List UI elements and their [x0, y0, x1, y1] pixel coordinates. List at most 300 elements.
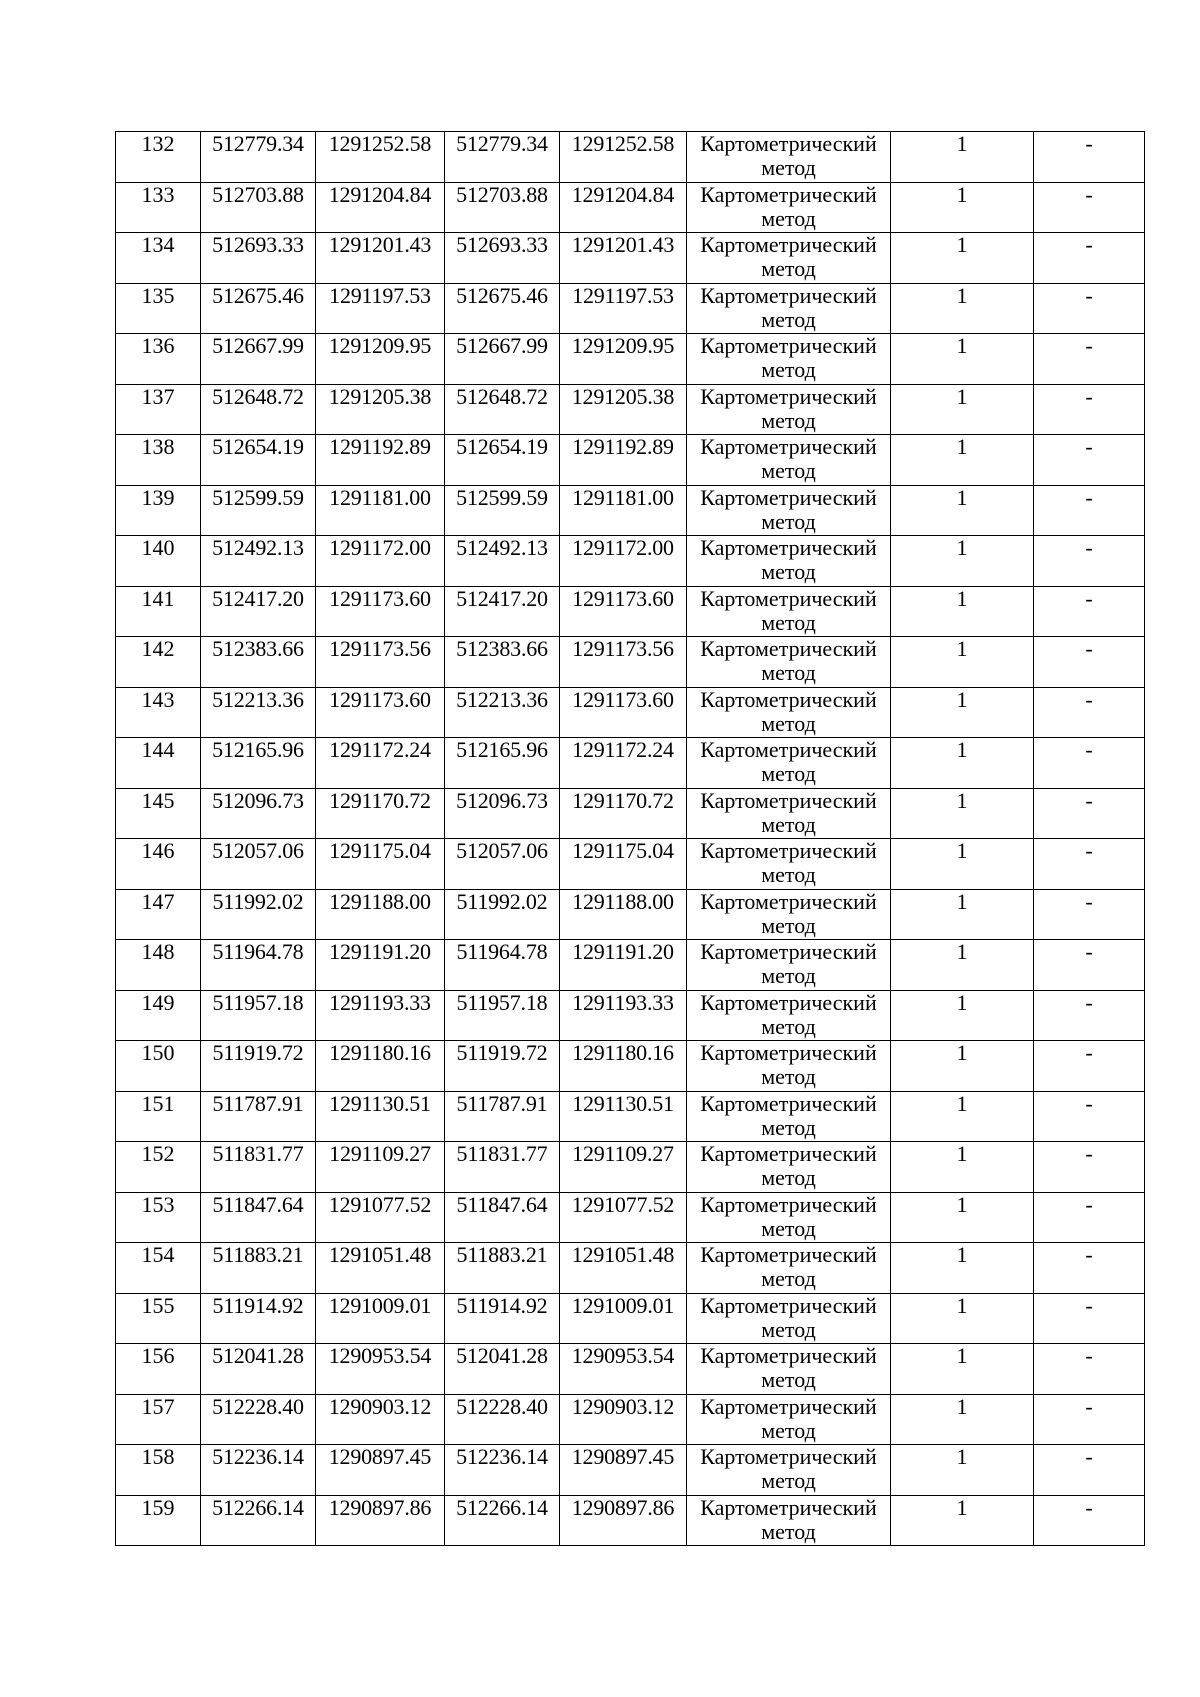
description-cell: -: [1034, 990, 1145, 1041]
x-coordinate-cell: 512492.13: [201, 536, 316, 587]
y-coordinate-cell: 1291173.60: [316, 586, 445, 637]
y-coordinate-cell: 1291172.24: [316, 738, 445, 789]
x-coordinate-2-cell: 512703.88: [445, 182, 560, 233]
accuracy-cell: 1: [891, 990, 1034, 1041]
accuracy-cell: 1: [891, 839, 1034, 890]
method-cell: [687, 1041, 891, 1092]
y-coordinate-2-cell: 1291252.58: [560, 132, 687, 183]
description-cell: -: [1034, 940, 1145, 991]
y-coordinate-2-cell: 1291191.20: [560, 940, 687, 991]
point-number-cell: 152: [116, 1142, 201, 1193]
point-number-cell: 135: [116, 283, 201, 334]
method-cell: [687, 1192, 891, 1243]
accuracy-cell: 1: [891, 1344, 1034, 1395]
point-number-cell: 148: [116, 940, 201, 991]
x-coordinate-cell: 511914.92: [201, 1293, 316, 1344]
y-coordinate-2-cell: 1291181.00: [560, 485, 687, 536]
method-cell: [687, 586, 891, 637]
y-coordinate-2-cell: 1291172.00: [560, 536, 687, 587]
method-line-1: Картометрический: [700, 1040, 877, 1065]
method-cell: [687, 536, 891, 587]
method-line-1: Картометрический: [700, 283, 877, 308]
method-line-2: метод: [761, 357, 816, 382]
method-line-2: метод: [761, 1165, 816, 1190]
method-line-2: метод: [761, 1064, 816, 1089]
accuracy-cell: 1: [891, 485, 1034, 536]
point-number-cell: 149: [116, 990, 201, 1041]
method-line-1: Картометрический: [700, 990, 877, 1015]
y-coordinate-cell: 1291252.58: [316, 132, 445, 183]
x-coordinate-2-cell: 512041.28: [445, 1344, 560, 1395]
table-row: [116, 435, 1145, 486]
table-row: [116, 940, 1145, 991]
accuracy-cell: 1: [891, 738, 1034, 789]
point-number-cell: 136: [116, 334, 201, 385]
x-coordinate-2-cell: 512057.06: [445, 839, 560, 890]
x-coordinate-cell: 511847.64: [201, 1192, 316, 1243]
x-coordinate-2-cell: 512648.72: [445, 384, 560, 435]
method-cell: [687, 1293, 891, 1344]
y-coordinate-cell: 1291197.53: [316, 283, 445, 334]
point-number-cell: 141: [116, 586, 201, 637]
x-coordinate-cell: 512096.73: [201, 788, 316, 839]
point-number-cell: 153: [116, 1192, 201, 1243]
y-coordinate-2-cell: 1291173.60: [560, 586, 687, 637]
y-coordinate-cell: 1291009.01: [316, 1293, 445, 1344]
method-cell: [687, 233, 891, 284]
method-line-2: метод: [761, 306, 816, 332]
x-coordinate-cell: 512041.28: [201, 1344, 316, 1395]
y-coordinate-cell: 1291173.56: [316, 637, 445, 688]
method-cell: [687, 334, 891, 385]
x-coordinate-cell: 512703.88: [201, 182, 316, 233]
x-coordinate-cell: 512654.19: [201, 435, 316, 486]
y-coordinate-cell: 1291180.16: [316, 1041, 445, 1092]
x-coordinate-2-cell: 512693.33: [445, 233, 560, 284]
x-coordinate-cell: 512383.66: [201, 637, 316, 688]
description-cell: -: [1034, 738, 1145, 789]
description-cell: -: [1034, 637, 1145, 688]
method-line-1: Картометрический: [700, 636, 877, 661]
x-coordinate-2-cell: 512165.96: [445, 738, 560, 789]
x-coordinate-2-cell: 511992.02: [445, 889, 560, 940]
x-coordinate-cell: 511992.02: [201, 889, 316, 940]
y-coordinate-2-cell: 1291209.95: [560, 334, 687, 385]
point-number-cell: 145: [116, 788, 201, 839]
method-line-2: метод: [761, 1417, 816, 1443]
method-cell: [687, 132, 891, 183]
table-row: [116, 283, 1145, 334]
y-coordinate-2-cell: 1291077.52: [560, 1192, 687, 1243]
description-cell: -: [1034, 485, 1145, 536]
point-number-cell: 157: [116, 1394, 201, 1445]
point-number-cell: 139: [116, 485, 201, 536]
y-coordinate-2-cell: 1291201.43: [560, 233, 687, 284]
method-line-1: Картометрический: [700, 687, 877, 712]
x-coordinate-cell: 511787.91: [201, 1091, 316, 1142]
accuracy-cell: 1: [891, 586, 1034, 637]
description-cell: -: [1034, 132, 1145, 183]
y-coordinate-2-cell: 1290897.86: [560, 1495, 687, 1546]
table-row: [116, 536, 1145, 587]
accuracy-cell: 1: [891, 940, 1034, 991]
y-coordinate-cell: 1291130.51: [316, 1091, 445, 1142]
x-coordinate-2-cell: 512383.66: [445, 637, 560, 688]
x-coordinate-2-cell: 511914.92: [445, 1293, 560, 1344]
method-line-1: Картометрический: [700, 788, 877, 813]
description-cell: -: [1034, 586, 1145, 637]
y-coordinate-cell: 1290897.45: [316, 1445, 445, 1496]
table-row: [116, 233, 1145, 284]
y-coordinate-cell: 1291077.52: [316, 1192, 445, 1243]
y-coordinate-2-cell: 1290897.45: [560, 1445, 687, 1496]
method-line-2: метод: [761, 508, 816, 534]
accuracy-cell: 1: [891, 132, 1034, 183]
method-line-2: метод: [761, 811, 816, 837]
description-cell: -: [1034, 1142, 1145, 1193]
y-coordinate-cell: 1290953.54: [316, 1344, 445, 1395]
y-coordinate-cell: 1291188.00: [316, 889, 445, 940]
method-cell: [687, 889, 891, 940]
x-coordinate-2-cell: 511831.77: [445, 1142, 560, 1193]
table-row: [116, 889, 1145, 940]
x-coordinate-2-cell: 511957.18: [445, 990, 560, 1041]
method-cell: [687, 1495, 891, 1546]
y-coordinate-2-cell: 1291180.16: [560, 1041, 687, 1092]
method-line-2: метод: [761, 205, 816, 231]
method-line-2: метод: [761, 1316, 816, 1342]
x-coordinate-cell: 512228.40: [201, 1394, 316, 1445]
description-cell: -: [1034, 283, 1145, 334]
y-coordinate-2-cell: 1291205.38: [560, 384, 687, 435]
point-number-cell: 159: [116, 1495, 201, 1546]
description-cell: -: [1034, 839, 1145, 890]
accuracy-cell: 1: [891, 283, 1034, 334]
method-line-2: метод: [761, 1013, 816, 1039]
y-coordinate-2-cell: 1291193.33: [560, 990, 687, 1041]
table-row: [116, 182, 1145, 233]
x-coordinate-2-cell: 511847.64: [445, 1192, 560, 1243]
method-line-1: Картометрический: [700, 182, 877, 207]
y-coordinate-cell: 1291192.89: [316, 435, 445, 486]
method-line-1: Картометрический: [700, 232, 877, 257]
description-cell: -: [1034, 1445, 1145, 1496]
x-coordinate-cell: 511919.72: [201, 1041, 316, 1092]
point-number-cell: 140: [116, 536, 201, 587]
table-row: [116, 839, 1145, 890]
description-cell: -: [1034, 233, 1145, 284]
table-row: [116, 1142, 1145, 1193]
method-line-2: метод: [761, 1367, 816, 1392]
method-line-2: метод: [761, 1468, 816, 1493]
x-coordinate-2-cell: 512417.20: [445, 586, 560, 637]
y-coordinate-2-cell: 1291170.72: [560, 788, 687, 839]
y-coordinate-cell: 1290903.12: [316, 1394, 445, 1445]
method-cell: [687, 1091, 891, 1142]
x-coordinate-cell: 512779.34: [201, 132, 316, 183]
method-line-2: метод: [761, 710, 816, 736]
accuracy-cell: 1: [891, 687, 1034, 738]
y-coordinate-2-cell: 1291172.24: [560, 738, 687, 789]
method-line-1: Картометрический: [700, 889, 877, 914]
table-row: [116, 485, 1145, 536]
y-coordinate-cell: 1291170.72: [316, 788, 445, 839]
point-number-cell: 143: [116, 687, 201, 738]
y-coordinate-cell: 1291172.00: [316, 536, 445, 587]
description-cell: -: [1034, 1293, 1145, 1344]
accuracy-cell: 1: [891, 637, 1034, 688]
x-coordinate-cell: 512057.06: [201, 839, 316, 890]
x-coordinate-cell: 512693.33: [201, 233, 316, 284]
method-line-2: метод: [761, 912, 816, 938]
x-coordinate-2-cell: 511964.78: [445, 940, 560, 991]
point-number-cell: 155: [116, 1293, 201, 1344]
point-number-cell: 150: [116, 1041, 201, 1092]
y-coordinate-cell: 1291173.60: [316, 687, 445, 738]
method-line-2: метод: [761, 559, 816, 584]
accuracy-cell: 1: [891, 1192, 1034, 1243]
x-coordinate-2-cell: 511919.72: [445, 1041, 560, 1092]
x-coordinate-2-cell: 511883.21: [445, 1243, 560, 1294]
method-line-1: Картометрический: [700, 1192, 877, 1217]
description-cell: -: [1034, 687, 1145, 738]
method-cell: [687, 940, 891, 991]
x-coordinate-cell: 512648.72: [201, 384, 316, 435]
x-coordinate-cell: 512675.46: [201, 283, 316, 334]
method-cell: [687, 637, 891, 688]
method-cell: [687, 1142, 891, 1193]
method-line-1: Картометрический: [700, 535, 877, 560]
point-number-cell: 147: [116, 889, 201, 940]
x-coordinate-2-cell: 512667.99: [445, 334, 560, 385]
method-line-1: Картометрический: [700, 485, 877, 510]
y-coordinate-cell: 1291209.95: [316, 334, 445, 385]
x-coordinate-2-cell: 512228.40: [445, 1394, 560, 1445]
table-row: [116, 1091, 1145, 1142]
method-line-1: Картометрический: [700, 1141, 877, 1166]
description-cell: -: [1034, 1495, 1145, 1546]
x-coordinate-cell: 511957.18: [201, 990, 316, 1041]
point-number-cell: 134: [116, 233, 201, 284]
point-number-cell: 132: [116, 132, 201, 183]
table-row: [116, 637, 1145, 688]
description-cell: -: [1034, 889, 1145, 940]
point-number-cell: 151: [116, 1091, 201, 1142]
method-line-1: Картометрический: [700, 1394, 877, 1419]
x-coordinate-cell: 512165.96: [201, 738, 316, 789]
point-number-cell: 154: [116, 1243, 201, 1294]
method-line-2: метод: [761, 761, 816, 786]
method-cell: [687, 384, 891, 435]
x-coordinate-2-cell: 511787.91: [445, 1091, 560, 1142]
method-line-2: метод: [761, 1215, 816, 1241]
x-coordinate-2-cell: 512236.14: [445, 1445, 560, 1496]
accuracy-cell: 1: [891, 384, 1034, 435]
y-coordinate-cell: 1291109.27: [316, 1142, 445, 1193]
table-row: [116, 586, 1145, 637]
method-line-2: метод: [761, 660, 816, 685]
method-line-2: метод: [761, 1114, 816, 1140]
description-cell: -: [1034, 384, 1145, 435]
x-coordinate-cell: 511831.77: [201, 1142, 316, 1193]
description-cell: -: [1034, 435, 1145, 486]
point-number-cell: 137: [116, 384, 201, 435]
x-coordinate-2-cell: 512096.73: [445, 788, 560, 839]
point-number-cell: 133: [116, 182, 201, 233]
method-line-1: Картометрический: [700, 333, 877, 358]
method-line-1: Картометрический: [700, 586, 877, 611]
table-row: [116, 738, 1145, 789]
description-cell: -: [1034, 1192, 1145, 1243]
x-coordinate-2-cell: 512654.19: [445, 435, 560, 486]
method-line-1: Картометрический: [700, 1242, 877, 1267]
method-cell: [687, 283, 891, 334]
y-coordinate-2-cell: 1291130.51: [560, 1091, 687, 1142]
table-row: [116, 990, 1145, 1041]
method-cell: [687, 1445, 891, 1496]
table-row: [116, 1243, 1145, 1294]
point-number-cell: 156: [116, 1344, 201, 1395]
x-coordinate-cell: 511883.21: [201, 1243, 316, 1294]
table-row: [116, 132, 1145, 183]
y-coordinate-cell: 1291175.04: [316, 839, 445, 890]
accuracy-cell: 1: [891, 1495, 1034, 1546]
accuracy-cell: 1: [891, 435, 1034, 486]
point-number-cell: 158: [116, 1445, 201, 1496]
y-coordinate-2-cell: 1291051.48: [560, 1243, 687, 1294]
description-cell: -: [1034, 1344, 1145, 1395]
description-cell: -: [1034, 536, 1145, 587]
description-cell: -: [1034, 1041, 1145, 1092]
accuracy-cell: 1: [891, 788, 1034, 839]
point-number-cell: 142: [116, 637, 201, 688]
x-coordinate-2-cell: 512599.59: [445, 485, 560, 536]
y-coordinate-cell: 1290897.86: [316, 1495, 445, 1546]
x-coordinate-cell: 511964.78: [201, 940, 316, 991]
y-coordinate-2-cell: 1291204.84: [560, 182, 687, 233]
method-cell: [687, 182, 891, 233]
method-line-1: Картометрический: [700, 131, 877, 156]
table-row: [116, 687, 1145, 738]
x-coordinate-2-cell: 512779.34: [445, 132, 560, 183]
y-coordinate-2-cell: 1291175.04: [560, 839, 687, 890]
table-row: [116, 334, 1145, 385]
accuracy-cell: 1: [891, 1142, 1034, 1193]
x-coordinate-2-cell: 512213.36: [445, 687, 560, 738]
x-coordinate-cell: 512266.14: [201, 1495, 316, 1546]
method-line-1: Картометрический: [700, 1444, 877, 1469]
x-coordinate-2-cell: 512492.13: [445, 536, 560, 587]
method-cell: [687, 1243, 891, 1294]
accuracy-cell: 1: [891, 1041, 1034, 1092]
table-row: [116, 1192, 1145, 1243]
accuracy-cell: 1: [891, 1243, 1034, 1294]
y-coordinate-cell: 1291193.33: [316, 990, 445, 1041]
y-coordinate-cell: 1291201.43: [316, 233, 445, 284]
description-cell: -: [1034, 1091, 1145, 1142]
accuracy-cell: 1: [891, 1293, 1034, 1344]
method-line-1: Картометрический: [700, 939, 877, 964]
coordinates-table: [115, 131, 1145, 1546]
accuracy-cell: 1: [891, 1394, 1034, 1445]
method-cell: [687, 738, 891, 789]
accuracy-cell: 1: [891, 233, 1034, 284]
method-cell: [687, 839, 891, 890]
y-coordinate-2-cell: 1291192.89: [560, 435, 687, 486]
method-line-2: метод: [761, 1266, 816, 1291]
y-coordinate-cell: 1291051.48: [316, 1243, 445, 1294]
y-coordinate-2-cell: 1290953.54: [560, 1344, 687, 1395]
y-coordinate-cell: 1291204.84: [316, 182, 445, 233]
y-coordinate-2-cell: 1291188.00: [560, 889, 687, 940]
table-row: [116, 384, 1145, 435]
accuracy-cell: 1: [891, 182, 1034, 233]
method-line-2: метод: [761, 155, 816, 180]
x-coordinate-2-cell: 512675.46: [445, 283, 560, 334]
table-row: [116, 788, 1145, 839]
accuracy-cell: 1: [891, 334, 1034, 385]
x-coordinate-cell: 512667.99: [201, 334, 316, 385]
method-cell: [687, 1394, 891, 1445]
method-line-1: Картометрический: [700, 737, 877, 762]
method-cell: [687, 990, 891, 1041]
y-coordinate-cell: 1291191.20: [316, 940, 445, 991]
method-line-2: метод: [761, 862, 816, 887]
method-line-1: Картометрический: [700, 434, 877, 459]
table-row: [116, 1041, 1145, 1092]
method-line-2: метод: [761, 407, 816, 433]
method-line-1: Картометрический: [700, 838, 877, 863]
table-row: [116, 1445, 1145, 1496]
point-number-cell: 144: [116, 738, 201, 789]
method-cell: [687, 687, 891, 738]
accuracy-cell: 1: [891, 536, 1034, 587]
y-coordinate-2-cell: 1290903.12: [560, 1394, 687, 1445]
description-cell: -: [1034, 788, 1145, 839]
method-line-1: Картометрический: [700, 1091, 877, 1116]
method-line-2: метод: [761, 256, 816, 281]
method-cell: [687, 435, 891, 486]
description-cell: -: [1034, 334, 1145, 385]
point-number-cell: 138: [116, 435, 201, 486]
x-coordinate-cell: 512599.59: [201, 485, 316, 536]
y-coordinate-2-cell: 1291009.01: [560, 1293, 687, 1344]
table-row: [116, 1394, 1145, 1445]
description-cell: -: [1034, 182, 1145, 233]
y-coordinate-cell: 1291205.38: [316, 384, 445, 435]
table-row: [116, 1495, 1145, 1546]
method-line-2: метод: [761, 609, 816, 635]
description-cell: -: [1034, 1394, 1145, 1445]
description-cell: -: [1034, 1243, 1145, 1294]
method-line-1: Картометрический: [700, 1293, 877, 1318]
y-coordinate-2-cell: 1291173.60: [560, 687, 687, 738]
y-coordinate-cell: 1291181.00: [316, 485, 445, 536]
point-number-cell: 146: [116, 839, 201, 890]
method-cell: [687, 788, 891, 839]
method-cell: [687, 1344, 891, 1395]
method-line-1: Картометрический: [700, 1343, 877, 1368]
table-row: [116, 1344, 1145, 1395]
y-coordinate-2-cell: 1291197.53: [560, 283, 687, 334]
x-coordinate-cell: 512417.20: [201, 586, 316, 637]
x-coordinate-cell: 512213.36: [201, 687, 316, 738]
table-body: [116, 132, 1145, 1546]
method-line-2: метод: [761, 458, 816, 483]
method-line-1: Картометрический: [700, 384, 877, 409]
method-line-2: метод: [761, 963, 816, 988]
method-cell: [687, 485, 891, 536]
